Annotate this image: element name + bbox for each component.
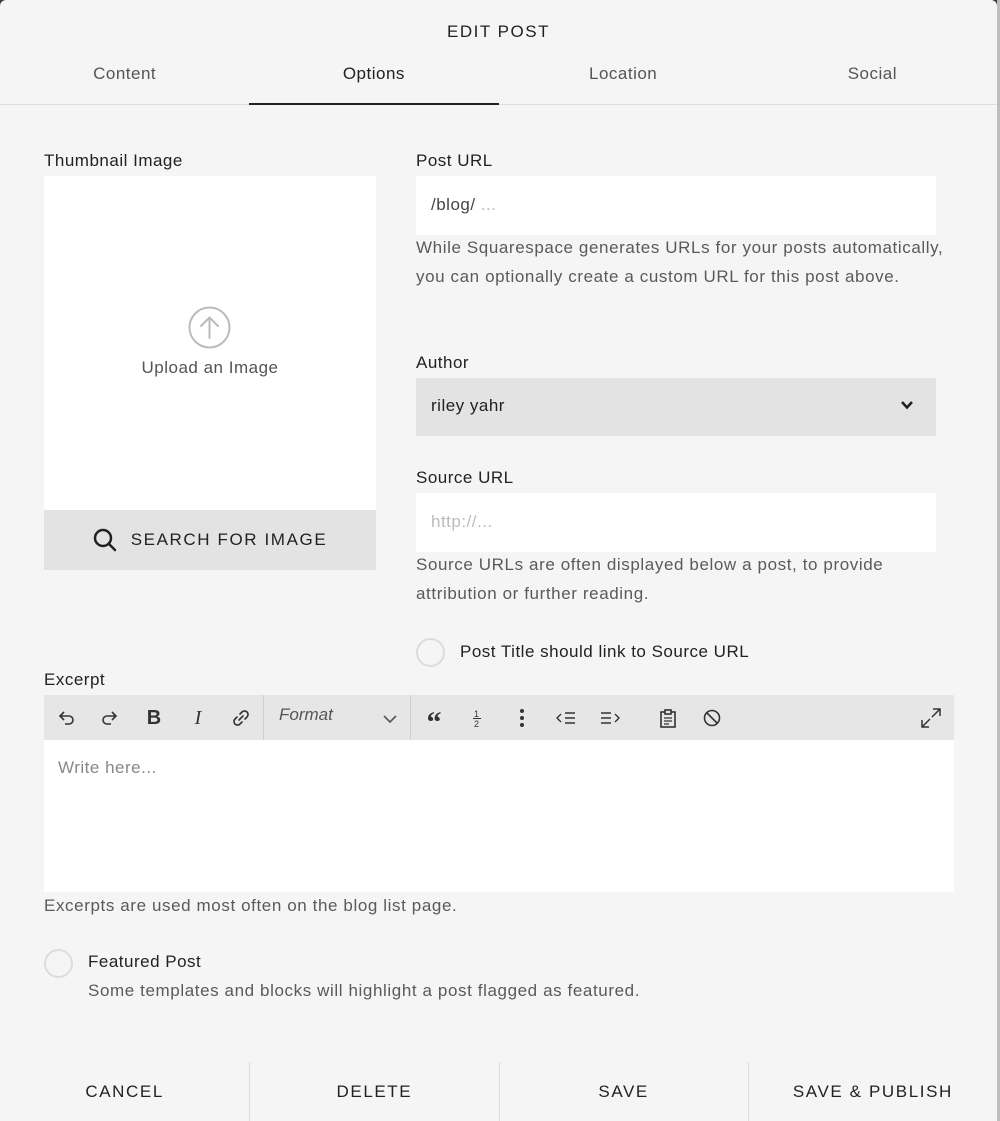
svg-text:2: 2	[474, 719, 480, 729]
paste-icon[interactable]	[653, 703, 683, 733]
link-icon[interactable]	[226, 703, 256, 733]
indent-icon[interactable]	[595, 703, 625, 733]
format-dropdown[interactable]: Format	[279, 705, 333, 724]
delete-button[interactable]: DELETE	[249, 1062, 498, 1121]
author-label: Author	[416, 353, 470, 372]
upload-arrow-icon	[188, 306, 231, 349]
search-for-image-label: SEARCH FOR IMAGE	[130, 530, 328, 549]
expand-icon[interactable]	[916, 703, 946, 733]
post-url-placeholder: ...	[480, 195, 497, 214]
save-button[interactable]: SAVE	[499, 1062, 748, 1121]
featured-post-label: Featured Post	[88, 952, 202, 971]
toolbar-divider	[263, 695, 264, 740]
post-url-help: While Squarespace generates URLs for your posts automatically, you can optionally create a custom URL for this post above.	[416, 238, 944, 286]
tab-content[interactable]: Content	[93, 64, 157, 83]
tab-location[interactable]: Location	[588, 64, 658, 83]
source-url-label: Source URL	[416, 468, 514, 487]
thumbnail-label: Thumbnail Image	[44, 151, 183, 170]
tab-social[interactable]: Social	[847, 64, 898, 83]
dialog-footer	[0, 1062, 997, 1121]
source-url-help: Source URLs are often displayed below a post, to provide attribution or further reading.	[416, 555, 884, 603]
excerpt-label: Excerpt	[44, 670, 106, 689]
save-publish-button[interactable]: SAVE & PUBLISH	[748, 1062, 997, 1121]
post-url-prefix: /blog/	[431, 195, 476, 214]
source-link-checkbox[interactable]	[416, 638, 445, 667]
tab-options[interactable]: Options	[249, 58, 498, 104]
search-for-image-button[interactable]	[44, 510, 376, 570]
cancel-button[interactable]: CANCEL	[85, 1082, 164, 1101]
ordered-list-icon[interactable]	[463, 703, 493, 733]
excerpt-help: Excerpts are used most often on the blog list page.	[44, 896, 458, 915]
chevron-down-icon	[900, 398, 914, 412]
source-link-label: Post Title should link to Source URL	[460, 642, 750, 661]
tab-bar	[0, 58, 997, 105]
quote-icon[interactable]: “	[426, 706, 442, 739]
post-url-label: Post URL	[416, 151, 493, 170]
excerpt-editor[interactable]: Write here...	[44, 740, 954, 892]
toolbar-divider	[410, 695, 411, 740]
author-value: riley yahr	[431, 396, 505, 415]
upload-text: Upload an Image	[141, 358, 279, 377]
author-select[interactable]	[416, 378, 936, 436]
outdent-icon[interactable]	[551, 703, 581, 733]
source-url-input[interactable]: http://...	[416, 493, 936, 552]
clear-format-icon[interactable]	[697, 703, 727, 733]
italic-icon[interactable]: I	[194, 706, 202, 729]
redo-icon[interactable]	[95, 703, 125, 733]
editor-toolbar	[44, 695, 954, 740]
bulleted-list-icon[interactable]	[507, 703, 537, 733]
undo-icon[interactable]	[51, 703, 81, 733]
bold-icon[interactable]: B	[146, 706, 162, 729]
chevron-down-icon[interactable]	[375, 703, 405, 733]
svg-text:1: 1	[474, 709, 480, 719]
dialog-title: EDIT POST	[447, 22, 550, 41]
search-icon	[93, 528, 117, 552]
thumbnail-upload-area[interactable]	[44, 176, 376, 510]
post-url-input[interactable]	[416, 176, 936, 235]
featured-post-checkbox[interactable]	[44, 949, 73, 978]
featured-post-help: Some templates and blocks will highlight a post flagged as featured.	[88, 981, 641, 1000]
